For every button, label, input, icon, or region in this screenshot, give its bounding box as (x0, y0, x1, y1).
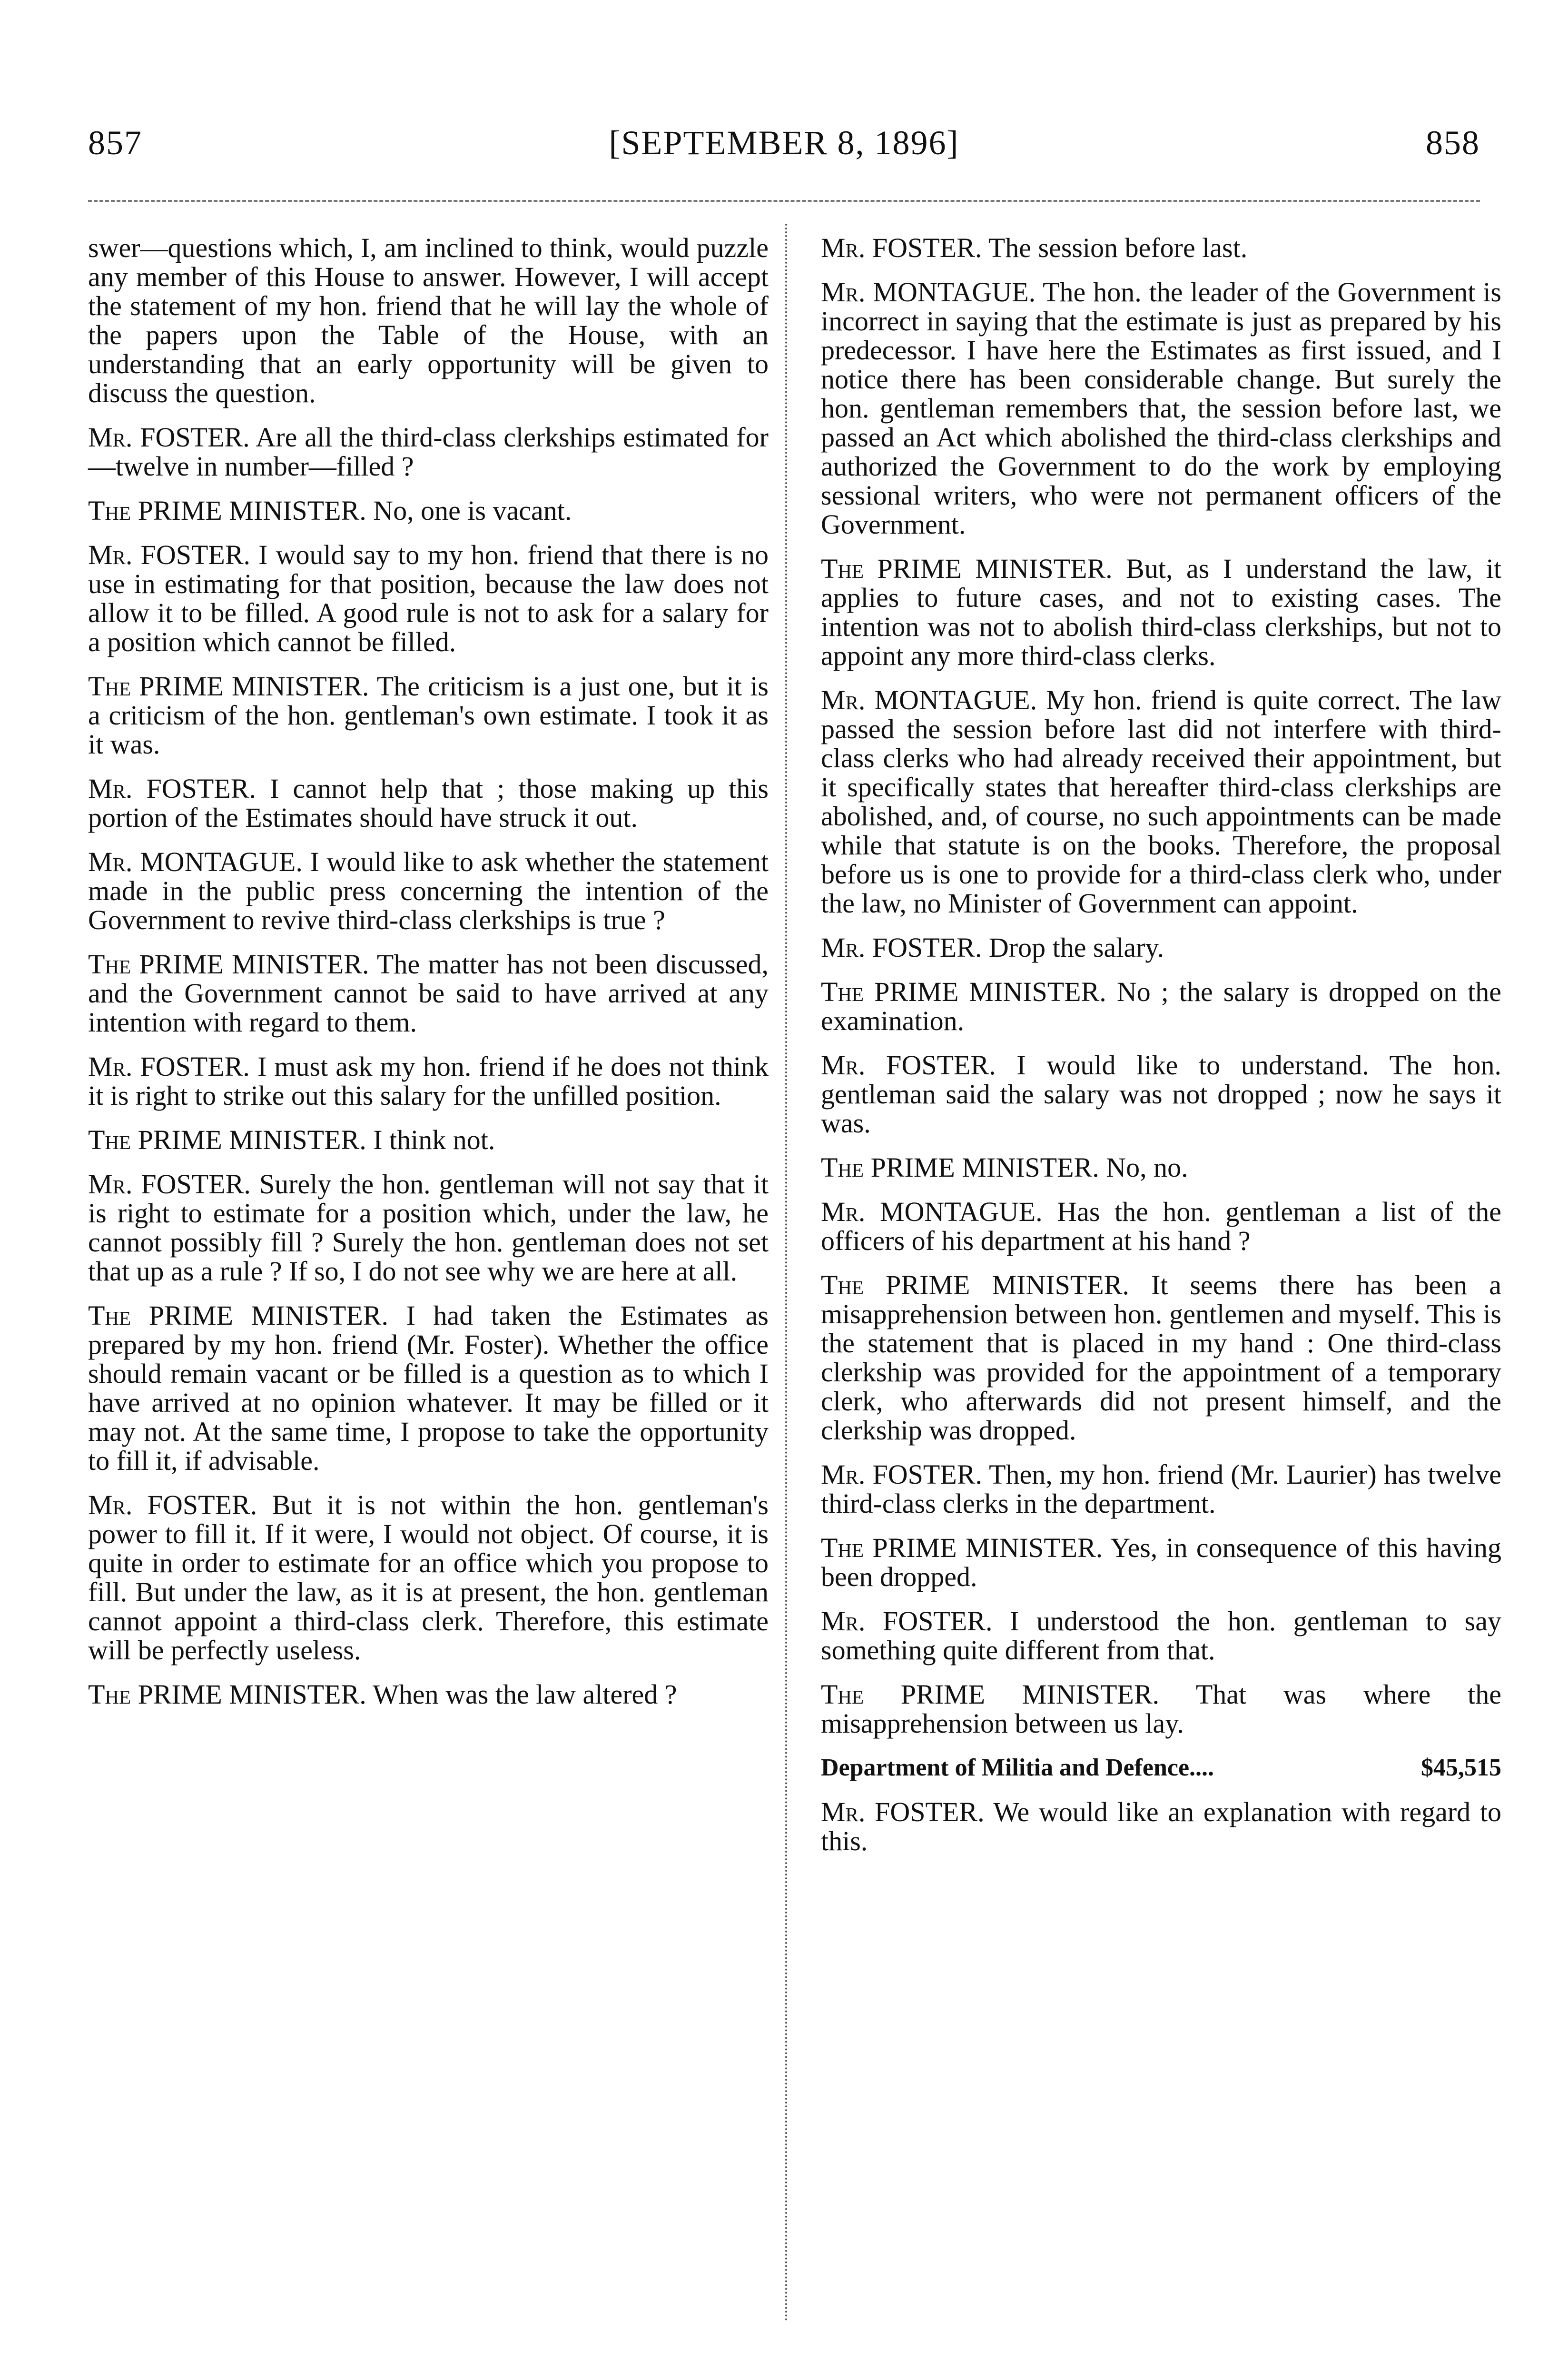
speaker-name: Mr. FOSTER. (88, 1051, 250, 1082)
speaker-name: Mr. MONTAGUE. (821, 1196, 1043, 1227)
paragraph (821, 1051, 1501, 1138)
paragraph-text: We would like an explanation with regard to this. (821, 1796, 1501, 1856)
paragraph-text: Surely the hon. gentleman will not say that it is right to estimate for a position which, under the law, he cannot possibly fill ? Surely the hon. gentleman does not set that up as a rule ? If so, I do not see why we are here at all. (88, 1169, 769, 1287)
speaker-name: Mr. FOSTER. (821, 1796, 985, 1827)
paragraph-text: I understood the hon. gentleman to say something quite different from that. (821, 1606, 1501, 1666)
estimate-label: Department of Militia and Defence.... (821, 1754, 1214, 1781)
speaker-name: Mr. FOSTER. (88, 1489, 257, 1520)
paragraph-text: The hon. the leader of the Government is incorrect in saying that the estimate is just as prepared by his predecessor. I have here the Estimates as first issued, and I notice there has been considerable change. But surely the hon. gentleman remembers that, the session before last, we passed an Act which abolished the third-class clerkships and authorized the Government to do the work by employing sessional writers, who were not permanent officers of the Government. (821, 277, 1501, 540)
paragraph (88, 540, 769, 656)
header-rule (88, 200, 1480, 202)
paragraph (821, 1153, 1501, 1182)
paragraph (88, 1490, 769, 1665)
paragraph (88, 496, 769, 525)
speaker-name: Mr. MONTAGUE. (821, 277, 1036, 307)
page-header (88, 121, 1480, 164)
speaker-name: The PRIME MINISTER. (88, 1300, 388, 1331)
paragraph (821, 1270, 1501, 1445)
paragraph-text: No ; the salary is dropped on the examination. (821, 976, 1501, 1036)
speaker-name: The PRIME MINISTER. (821, 1152, 1099, 1183)
paragraph-text: I would say to my hon. friend that there is no use in estimating for that position, because the law does not allow it to be filled. A good rule is not to ask for a salary for a position which cannot be filled. (88, 539, 769, 657)
speaker-name: The PRIME MINISTER. (821, 1269, 1129, 1300)
page-date: [SEPTEMBER 8, 1896] (609, 123, 959, 162)
speaker-name: Mr. MONTAGUE. (88, 846, 303, 877)
paragraph (821, 1197, 1501, 1255)
paragraph (88, 1125, 769, 1154)
speaker-name: The PRIME MINISTER. (821, 1679, 1160, 1710)
paragraph (821, 933, 1501, 962)
paragraph (88, 950, 769, 1037)
speaker-name: Mr. FOSTER. (821, 1606, 993, 1636)
paragraph (88, 774, 769, 832)
speaker-name: The PRIME MINISTER. (88, 949, 369, 980)
speaker-name: Mr. MONTAGUE. (821, 684, 1037, 715)
paragraph-text: I would like to understand. The hon. gentleman said the salary was not dropped ; now he says it was. (821, 1050, 1501, 1139)
paragraph-text: Then, my hon. friend (Mr. Laurier) has twelve third-class clerks in the department. (821, 1459, 1502, 1519)
paragraph-text: No, no. (1106, 1152, 1188, 1183)
estimate-line-item (821, 1753, 1501, 1782)
paragraph-text: swer—questions which, I, am inclined to think, would puzzle any member of this House to answer. However, I will accept the statement of my hon. friend that he will lay the whole of the papers upon the Table of the House, with an understanding that an early opportunity will be given to discuss the question. (88, 232, 769, 408)
paragraph (821, 1797, 1501, 1855)
paragraph-text: I think not. (373, 1124, 495, 1155)
speaker-name: The PRIME MINISTER. (88, 671, 369, 702)
page-number-left: 857 (88, 123, 142, 162)
paragraph-text: The session before last. (988, 232, 1248, 263)
paragraph (88, 233, 769, 407)
paragraph-text: Are all the third-class clerkships estimated for—twelve in number—filled ? (88, 422, 769, 482)
speaker-name: Mr. FOSTER. (88, 773, 256, 804)
paragraph (88, 1170, 769, 1286)
paragraph-text: That was where the misapprehension between us lay. (821, 1679, 1501, 1739)
speaker-name: Mr. FOSTER. (88, 422, 250, 453)
paragraph-text: The matter has not been discussed, and the Government cannot be said to have arrived at any intention with regard to them. (88, 949, 769, 1038)
paragraph-text: I would like to ask whether the statement made in the public press concerning the intention of the Government to revive third-class clerkships is true ? (88, 846, 769, 935)
paragraph-text: No, one is vacant. (373, 495, 572, 526)
speaker-name: Mr. FOSTER. (821, 232, 982, 263)
speaker-name: Mr. FOSTER. (88, 539, 251, 570)
speaker-name: The PRIME MINISTER. (821, 553, 1113, 584)
paragraph (821, 1606, 1501, 1665)
paragraph (88, 672, 769, 759)
paragraph (88, 847, 769, 934)
paragraph-text: Yes, in consequence of this having been dropped. (821, 1532, 1501, 1592)
paragraph (821, 977, 1501, 1035)
paragraph (821, 685, 1501, 918)
paragraph-text: When was the law altered ? (373, 1679, 677, 1710)
paragraph (821, 278, 1501, 539)
paragraph (88, 1301, 769, 1475)
speaker-name: Mr. FOSTER. (821, 1459, 982, 1490)
paragraph-text: I had taken the Estimates as prepared by my hon. friend (Mr. Foster). Whether the office should remain vacant or be filled is a question as to which I have arrived at no opinion whatever. It may be filled or it may not. At the same time, I propose to take the opportunity to fill it, if advisable. (88, 1300, 769, 1476)
column-divider (785, 224, 787, 2323)
paragraph (88, 1052, 769, 1110)
paragraph (88, 1680, 769, 1709)
paragraph-text: But it is not within the hon. gentleman's power to fill it. If it were, I would not object. Of course, it is quite in order to estimate for an office which you propose to fill. But under the law, as it is at present, the hon. gentleman cannot appoint a third-class clerk. Therefore, this estimate will be perfectly useless. (88, 1489, 769, 1666)
estimate-amount: $45,515 (1421, 1754, 1501, 1781)
speaker-name: Mr. FOSTER. (88, 1169, 251, 1200)
paragraph-text: I must ask my hon. friend if he does not think it is right to strike out this salary for the unfilled position. (88, 1051, 769, 1111)
paragraph-text: My hon. friend is quite correct. The law passed the session before last did not interfere with third-class clerks who had already received their appointment, but it specifically states that hereafter third-class clerkships are abolished, and, of course, no such appointments can be made while that statute is on the books. Therefore, the proposal before us is one to provide for a third-class clerk who, under the law, no Minister of Government can appoint. (821, 684, 1502, 919)
speaker-name: The PRIME MINISTER. (88, 1679, 366, 1710)
paragraph-text: I cannot help that ; those making up this portion of the Estimates should have struck it out. (88, 773, 769, 833)
speaker-name: Mr. FOSTER. (821, 1050, 996, 1081)
speaker-name: Mr. FOSTER. (821, 932, 982, 963)
paragraph-text: The criticism is a just one, but it is a criticism of the hon. gentleman's own estimate. I took it as it was. (88, 671, 769, 760)
paragraph (821, 1680, 1501, 1738)
paragraph (821, 1533, 1501, 1591)
speaker-name: The PRIME MINISTER. (821, 1532, 1103, 1563)
paragraph-text: But, as I understand the law, it applies to future cases, and not to existing cases. The intention was not to abolish third-class clerkships, but not to appoint any more third-class clerks. (821, 553, 1502, 671)
paragraph-text: It seems there has been a misapprehension between hon. gentlemen and myself. This is the statement that is placed in my hand : One third-class clerkship was provided for the appointment of a temporary clerk, who afterwards did not present himself, and the clerkship was dropped. (821, 1269, 1501, 1446)
paragraph (821, 1460, 1501, 1518)
paragraph (821, 554, 1501, 670)
paragraph (88, 423, 769, 481)
left-column (88, 233, 769, 1724)
paragraph-text: Has the hon. gentleman a list of the officers of his department at his hand ? (821, 1196, 1501, 1256)
paragraph (821, 233, 1501, 262)
paragraph-text: Drop the salary. (988, 932, 1164, 963)
speaker-name: The PRIME MINISTER. (821, 976, 1106, 1007)
speaker-name: The PRIME MINISTER. (88, 1124, 366, 1155)
speaker-name: The PRIME MINISTER. (88, 495, 366, 526)
right-column (821, 233, 1501, 1871)
page-number-right: 858 (1426, 123, 1480, 162)
